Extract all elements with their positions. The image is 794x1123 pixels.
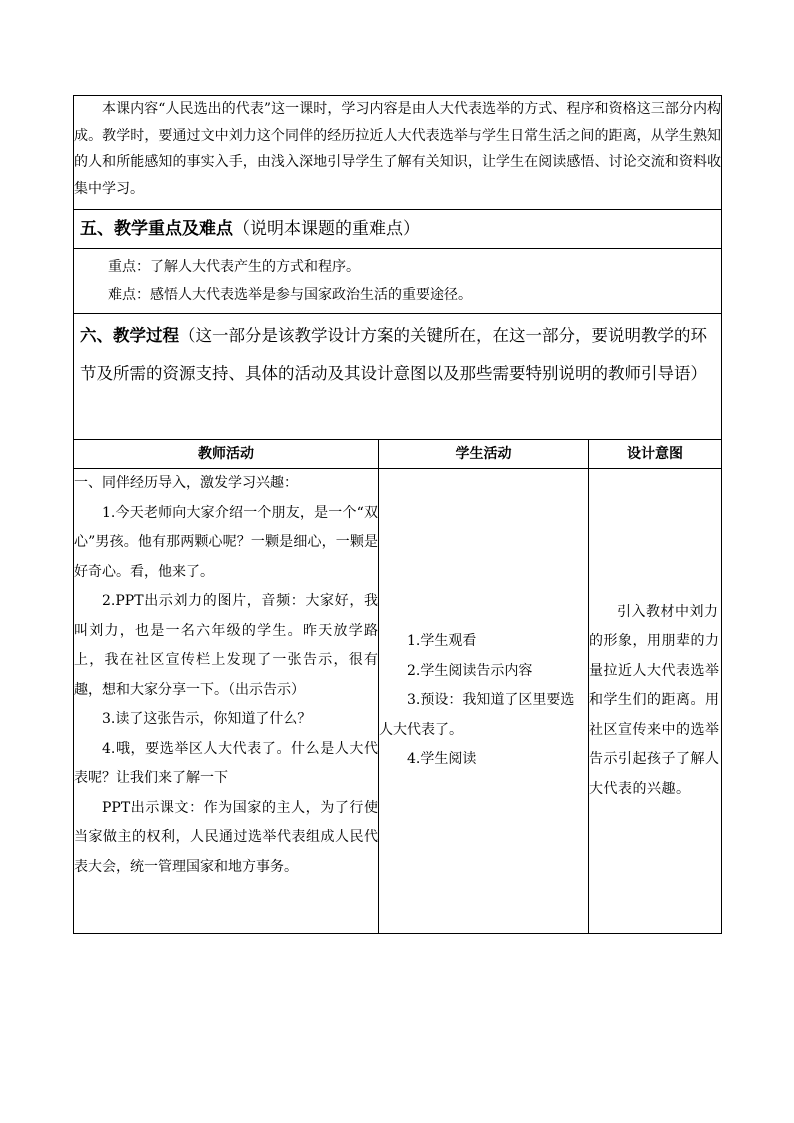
header-student-activity: 学生活动: [379, 440, 589, 469]
student-activity-cell: [379, 469, 589, 934]
design-intent-cell: [589, 469, 722, 934]
section5-content-cell: [74, 249, 722, 314]
key-point-text: 重点：了解人大代表产生的方式和程序。: [108, 259, 360, 275]
intro-text: 本课内容“人民选出的代表”这一课时，学习内容是由人大代表选举的方式、程序和资格这三部分内构成。教学时，要通过文中刘力这个同伴的经历拉近人大代表选举与学生日常生活之间的距离，从学生熟知的人和所能感知的事实入手，由浅入深地引导学生了解有关知识，让学生在阅读感悟、讨论交流和资料收集中学习。: [74, 101, 722, 197]
student-item-0: 1.学生观看: [407, 633, 477, 650]
section5-title-row: [74, 210, 722, 249]
teacher-activity-cell: [74, 469, 379, 934]
section6-note: （这一部分是该教学设计方案的关键所在，在这一部分，要说明教学的环节及所需的资源支持、具体的活动及其设计意图以及那些需要特别说明的教师引导语）: [80, 326, 707, 383]
activity-row: [74, 469, 722, 934]
student-item-2: 3.预设：我知道了区里要选人大代表了。: [379, 692, 575, 738]
student-item-3: 4.学生阅读: [407, 751, 477, 768]
section5-heading: [78, 210, 717, 248]
section5-title-cell: [74, 210, 722, 249]
teacher-item-3: 3.读了这张告示，你知道了什么？: [102, 711, 312, 727]
intro-cell: [74, 96, 722, 210]
teacher-item-5: PPT出示课文：作为国家的主人，为了行使当家做主的权利，人民通过选举代表组成人民代表大会，统一管理国家和地方事务。: [74, 799, 378, 875]
section5-title: 五、教学重点及难点: [80, 219, 233, 239]
section5-content-row: [74, 249, 722, 314]
header-teacher-activity: 教师活动: [74, 440, 379, 469]
header-design-intent: 设计意图: [589, 440, 722, 469]
teacher-item-1: 1.今天老师向大家介绍一个朋友，是一个“双心”男孩。他有那两颗心呢？一颗是细心，一颗是好奇心。看，他来了。: [74, 504, 378, 580]
section6-heading: [78, 317, 715, 393]
section6-title-cell: [74, 314, 722, 440]
difficult-point-text: 难点：感悟人大代表选举是参与国家政治生活的重要途径。: [108, 287, 472, 303]
section6-title-row: [74, 314, 722, 440]
student-item-1: 2.学生阅读告示内容: [407, 662, 533, 679]
design-intent-text: 引入教材中刘力的形象，用朋辈的力量拉近人大代表选举和学生们的距离。用社区宣传来中的选举告示引起孩子了解人大代表的兴趣。: [589, 603, 720, 797]
teacher-item-2: 2.PPT出示刘力的图片，音频：大家好，我叫刘力，也是一名六年级的学生。昨天放学路上，我在社区宣传栏上发现了一张告示，很有趣，想和大家分享一下。（出示告示）: [74, 593, 378, 698]
section5-note: （说明本课题的重难点）: [233, 219, 420, 239]
intro-row: [74, 96, 722, 210]
lesson-plan-table: [73, 95, 722, 934]
column-header-row: [74, 440, 722, 469]
section6-title: 六、教学过程: [80, 326, 179, 345]
teacher-item-0: 一、同伴经历导入，激发学习兴趣：: [74, 475, 298, 491]
teacher-item-4: 4.哦，要选举区人大代表了。什么是人大代表呢？让我们来了解一下: [74, 740, 378, 786]
